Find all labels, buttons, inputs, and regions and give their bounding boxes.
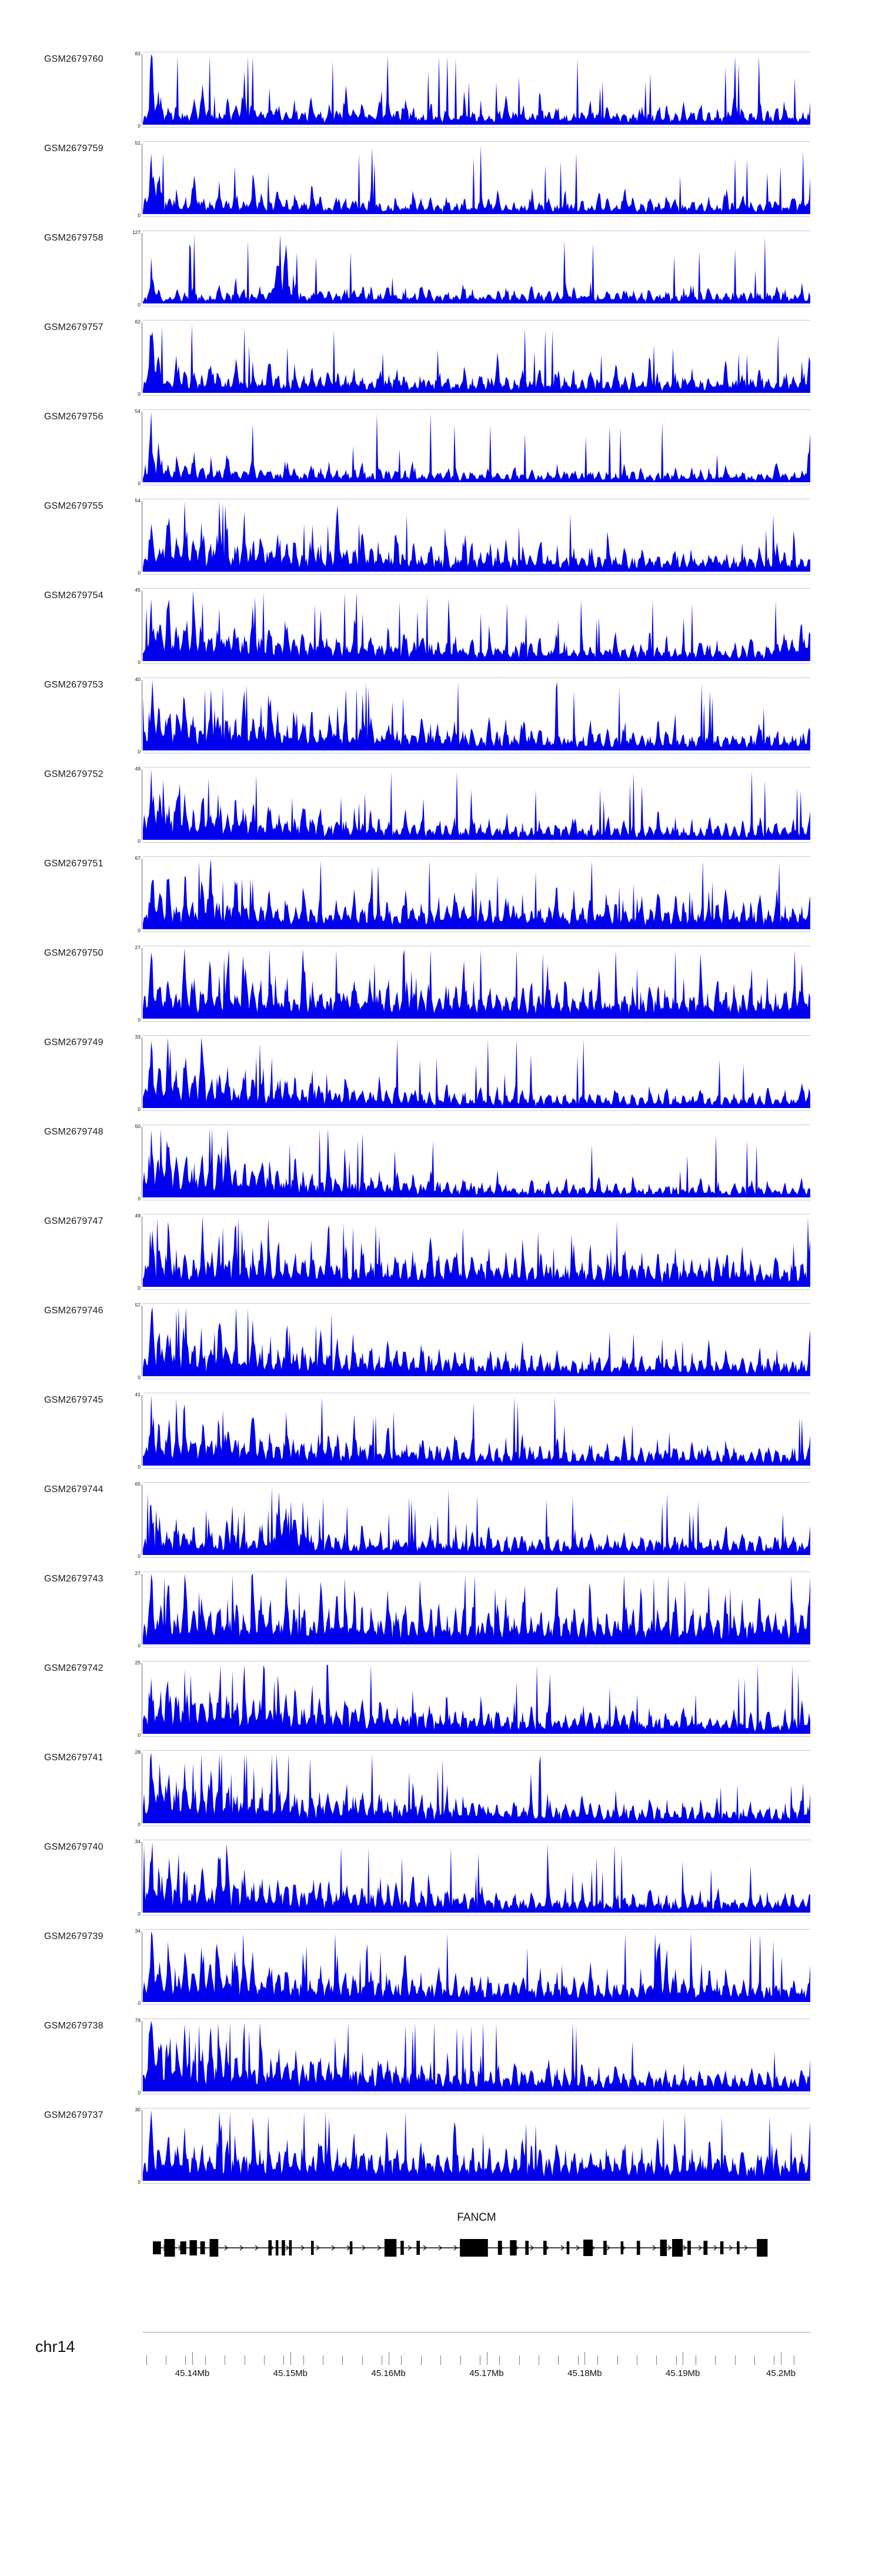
- coverage-area-plot: [143, 1216, 810, 1287]
- track-plot[interactable]: [135, 2107, 810, 2185]
- track-y-min-label: 0: [138, 1911, 141, 1917]
- track-y-min-label: 0: [138, 2090, 141, 2095]
- coverage-area-plot: [143, 54, 810, 125]
- track-divider: [143, 1915, 810, 1916]
- ruler-tick: [676, 2355, 677, 2365]
- track-y-max-label: 45: [135, 587, 141, 593]
- track-divider: [143, 1750, 810, 1751]
- gene-exon: [525, 2241, 529, 2255]
- chromosome-label: chr14: [35, 2338, 75, 2355]
- track-plot[interactable]: [132, 229, 810, 308]
- coverage-area-plot: [143, 1574, 810, 1644]
- track-sample-label: GSM2679754: [44, 590, 103, 600]
- track-y-max-label: 33: [135, 1034, 141, 1040]
- ruler-tick: [735, 2355, 736, 2365]
- coverage-area-plot: [143, 322, 810, 393]
- coverage-track[interactable]: [0, 756, 882, 846]
- gene-exon: [201, 2241, 205, 2254]
- track-y-max-label: 57: [135, 1302, 141, 1308]
- coverage-area-plot: [143, 948, 810, 1019]
- gene-exon: [350, 2241, 353, 2254]
- coverage-area-plot: [143, 1484, 810, 1555]
- track-sample-label: GSM2679759: [44, 144, 103, 154]
- ruler-tick-label: 45.16Mb: [371, 2368, 406, 2378]
- track-y-max-label: 27: [135, 945, 141, 950]
- track-y-max-label: 28: [135, 1749, 141, 1755]
- track-divider: [143, 1289, 810, 1290]
- ruler-tick: [283, 2355, 284, 2365]
- track-y-min-label: 0: [138, 1106, 141, 1112]
- track-y-max-label: 79: [135, 2017, 141, 2023]
- track-plot[interactable]: [135, 587, 810, 665]
- coverage-area-plot: [143, 769, 810, 840]
- coverage-track[interactable]: [0, 1114, 882, 1203]
- gene-exon: [687, 2241, 691, 2255]
- track-plot[interactable]: [135, 1213, 810, 1291]
- track-y-max-label: 41: [135, 1392, 141, 1397]
- ruler-tick: [499, 2355, 500, 2365]
- coverage-area-plot: [143, 1127, 810, 1197]
- gene-exon: [720, 2241, 724, 2254]
- track-y-min-label: 0: [138, 570, 141, 576]
- track-sample-label: GSM2679748: [44, 1127, 103, 1137]
- track-divider: [143, 2183, 810, 2184]
- track-divider: [143, 767, 810, 768]
- track-divider: [143, 1482, 810, 1483]
- coverage-track[interactable]: [0, 578, 882, 667]
- gene-exon: [189, 2240, 196, 2255]
- track-divider: [143, 1736, 810, 1737]
- track-y-min-label: 0: [138, 927, 141, 933]
- coverage-track[interactable]: [0, 1025, 882, 1114]
- ruler-tick: [440, 2355, 441, 2365]
- gene-exon: [153, 2241, 161, 2254]
- track-sample-label: GSM2679746: [44, 1306, 103, 1316]
- track-sample-label: GSM2679752: [44, 769, 103, 779]
- track-sample-label: GSM2679741: [44, 1753, 103, 1763]
- coverage-track[interactable]: [0, 1918, 882, 2008]
- track-sample-label: GSM2679751: [44, 859, 103, 869]
- gene-exon: [498, 2241, 502, 2255]
- ruler-major-tick: [290, 2352, 291, 2365]
- track-y-max-label: 30: [135, 2107, 141, 2113]
- coverage-track[interactable]: [0, 488, 882, 578]
- track-y-min-label: 0: [138, 1374, 141, 1380]
- track-divider: [143, 395, 810, 396]
- gene-exon: [385, 2239, 396, 2257]
- coverage-area-plot: [143, 1663, 810, 1734]
- track-plot[interactable]: [135, 945, 810, 1023]
- gene-exon: [543, 2241, 547, 2255]
- coverage-track[interactable]: [0, 667, 882, 756]
- ruler-tick: [421, 2355, 422, 2365]
- track-y-min-label: 0: [138, 481, 141, 486]
- track-sample-label: GSM2679747: [44, 1216, 103, 1226]
- track-divider: [143, 2004, 810, 2005]
- track-y-min-label: 0: [138, 1732, 141, 1738]
- track-plot[interactable]: [135, 1660, 810, 1738]
- track-y-min-label: 0: [138, 659, 141, 665]
- gene-exon: [311, 2241, 314, 2255]
- track-sample-label: GSM2679756: [44, 412, 103, 422]
- ruler-tick-label: 45.15Mb: [273, 2368, 308, 2378]
- coverage-area-plot: [143, 1842, 810, 1913]
- ruler-tick-label: 45.17Mb: [469, 2368, 504, 2378]
- coverage-track[interactable]: [0, 2008, 882, 2097]
- track-plot[interactable]: [135, 319, 810, 397]
- coverage-area-plot: [143, 501, 810, 572]
- gene-exon: [276, 2240, 279, 2255]
- track-divider: [143, 574, 810, 575]
- track-y-max-label: 49: [135, 766, 141, 772]
- track-plot[interactable]: [135, 1928, 810, 2006]
- coverage-track[interactable]: [0, 846, 882, 935]
- track-divider: [143, 1557, 810, 1558]
- coverage-track[interactable]: [0, 399, 882, 488]
- track-plot[interactable]: [135, 1302, 810, 1380]
- track-y-min-label: 0: [138, 2000, 141, 2006]
- coverage-track[interactable]: [0, 1471, 882, 1561]
- track-y-min-label: 0: [138, 2179, 141, 2185]
- track-sample-label: GSM2679750: [44, 948, 103, 958]
- coverage-track[interactable]: [0, 1561, 882, 1650]
- track-sample-label: GSM2679742: [44, 1663, 103, 1673]
- coverage-area-plot: [143, 859, 810, 929]
- track-sample-label: GSM2679757: [44, 322, 103, 332]
- track-y-min-label: 0: [138, 1821, 141, 1827]
- gene-exon: [460, 2239, 488, 2257]
- coverage-track[interactable]: [0, 1203, 882, 1293]
- track-sample-label: GSM2679758: [44, 233, 103, 243]
- track-divider: [143, 856, 810, 857]
- gene-exon: [289, 2240, 292, 2255]
- track-divider: [143, 588, 810, 589]
- track-divider: [143, 663, 810, 664]
- track-y-max-label: 65: [135, 1481, 141, 1487]
- gene-model-svg[interactable]: [143, 2230, 810, 2265]
- track-plot[interactable]: [135, 1570, 810, 1649]
- track-divider: [143, 2018, 810, 2019]
- track-sample-label: GSM2679737: [44, 2110, 103, 2120]
- ruler-tick: [558, 2355, 559, 2365]
- coverage-area-plot: [143, 1306, 810, 1376]
- track-plot[interactable]: [135, 1392, 810, 1470]
- coverage-area-plot: [143, 2021, 810, 2091]
- track-sample-label: GSM2679760: [44, 54, 103, 64]
- gene-exon: [181, 2241, 186, 2254]
- track-y-max-label: 27: [135, 1570, 141, 1576]
- coverage-track[interactable]: [0, 41, 882, 131]
- ruler-tick: [715, 2355, 716, 2365]
- gene-exon: [510, 2240, 516, 2255]
- ruler-tick: [185, 2355, 186, 2365]
- track-plot[interactable]: [135, 1034, 810, 1112]
- track-sample-label: GSM2679753: [44, 680, 103, 690]
- ruler-axis-line: [143, 2332, 810, 2333]
- track-y-max-label: 54: [135, 498, 141, 503]
- ruler-tick-label: 45.2Mb: [766, 2368, 796, 2378]
- coverage-area-plot: [143, 1037, 810, 1108]
- track-plot[interactable]: [135, 140, 810, 218]
- gene-exon: [583, 2240, 593, 2256]
- gene-exon: [660, 2240, 667, 2256]
- gene-exon: [757, 2239, 767, 2257]
- ruler-tick-label: 45.14Mb: [175, 2368, 210, 2378]
- gene-exon: [282, 2240, 285, 2255]
- gene-exon: [210, 2239, 219, 2257]
- gene-exon: [637, 2241, 640, 2255]
- ruler-major-tick: [584, 2352, 585, 2365]
- coverage-track[interactable]: [0, 131, 882, 220]
- track-y-max-label: 34: [135, 1838, 141, 1844]
- gene-exon: [416, 2241, 420, 2255]
- track-divider: [143, 1110, 810, 1111]
- track-sample-label: GSM2679740: [44, 1842, 103, 1852]
- track-y-max-label: 50: [135, 1123, 141, 1129]
- ruler-tick: [597, 2355, 598, 2365]
- track-y-max-label: 49: [135, 1213, 141, 1219]
- track-y-min-label: 0: [138, 749, 141, 755]
- ruler-tick: [205, 2355, 206, 2365]
- track-y-max-label: 51: [135, 140, 141, 146]
- gene-exon: [164, 2239, 175, 2257]
- track-y-min-label: 0: [138, 1196, 141, 1202]
- track-divider: [143, 320, 810, 321]
- gene-exon: [703, 2241, 707, 2255]
- track-sample-label: GSM2679744: [44, 1484, 103, 1494]
- track-plot[interactable]: [135, 1838, 810, 1917]
- track-sample-label: GSM2679743: [44, 1574, 103, 1584]
- track-divider: [143, 842, 810, 843]
- track-y-max-label: 40: [135, 676, 141, 682]
- coverage-track[interactable]: [0, 935, 882, 1025]
- track-plot[interactable]: [135, 51, 810, 129]
- track-y-min-label: 0: [138, 838, 141, 844]
- gene-model-panel: [143, 2211, 810, 2282]
- track-divider: [143, 1929, 810, 1930]
- track-y-max-label: 54: [135, 408, 141, 414]
- ruler-tick: [342, 2355, 343, 2365]
- gene-exon: [621, 2241, 624, 2254]
- gene-exon: [400, 2241, 404, 2255]
- track-divider: [143, 1021, 810, 1022]
- gene-exon: [603, 2241, 607, 2255]
- coverage-track[interactable]: [0, 1740, 882, 1829]
- track-y-min-label: 0: [138, 1464, 141, 1470]
- coverage-area-plot: [143, 680, 810, 750]
- coverage-track[interactable]: [0, 1650, 882, 1740]
- track-sample-label: GSM2679739: [44, 1931, 103, 1941]
- track-plot[interactable]: [135, 2017, 810, 2095]
- coverage-area-plot: [143, 1931, 810, 2002]
- ruler-tick: [754, 2355, 755, 2365]
- track-y-min-label: 0: [138, 1017, 141, 1023]
- ruler-tick: [578, 2355, 579, 2365]
- gene-exon: [567, 2241, 570, 2254]
- coverage-track[interactable]: [0, 1829, 882, 1918]
- track-divider: [143, 127, 810, 128]
- track-plot[interactable]: [135, 766, 810, 844]
- ruler-tick-label: 45.19Mb: [666, 2368, 700, 2378]
- coverage-area-plot: [143, 1753, 810, 1823]
- coverage-area-plot: [143, 412, 810, 482]
- track-divider: [143, 1303, 810, 1304]
- track-y-min-label: 0: [138, 391, 141, 397]
- gene-exon: [737, 2241, 740, 2254]
- track-plot[interactable]: [135, 408, 810, 486]
- ruler-tick: [617, 2355, 618, 2365]
- track-sample-label: GSM2679745: [44, 1395, 103, 1405]
- coverage-tracks: [0, 41, 882, 2187]
- ruler-tick: [362, 2355, 363, 2365]
- ruler-tick: [519, 2355, 520, 2365]
- track-y-max-label: 34: [135, 1928, 141, 1934]
- track-plot[interactable]: [135, 498, 810, 576]
- coverage-track[interactable]: [0, 220, 882, 309]
- gene-exon: [268, 2240, 272, 2255]
- ruler-major-tick: [192, 2352, 193, 2365]
- coverage-track[interactable]: [0, 309, 882, 399]
- coverage-track[interactable]: [0, 2097, 882, 2187]
- coverage-area-plot: [143, 233, 810, 303]
- track-sample-label: GSM2679755: [44, 501, 103, 511]
- track-plot[interactable]: [135, 1123, 810, 1202]
- track-divider: [143, 1035, 810, 1036]
- track-y-max-label: 83: [135, 51, 141, 56]
- track-plot[interactable]: [135, 855, 810, 933]
- coordinate-ruler[interactable]: [143, 2326, 810, 2403]
- track-divider: [143, 141, 810, 142]
- track-y-min-label: 0: [138, 1643, 141, 1649]
- track-y-max-label: 127: [132, 229, 141, 235]
- ruler-tick: [146, 2355, 147, 2365]
- track-sample-label: GSM2679738: [44, 2021, 103, 2031]
- coverage-track[interactable]: [0, 1382, 882, 1471]
- gene-label: FANCM: [457, 2211, 496, 2224]
- coverage-area-plot: [143, 1395, 810, 1466]
- ruler-tick: [264, 2355, 265, 2365]
- track-y-min-label: 0: [138, 1553, 141, 1559]
- track-plot[interactable]: [135, 1481, 810, 1559]
- coverage-area-plot: [143, 144, 810, 214]
- track-sample-label: GSM2679749: [44, 1037, 103, 1047]
- track-divider: [143, 409, 810, 410]
- gene-exon: [672, 2239, 683, 2257]
- track-y-max-label: 62: [135, 319, 141, 325]
- track-y-min-label: 0: [138, 1285, 141, 1291]
- ruler-tick-label: 45.18Mb: [567, 2368, 602, 2378]
- ruler-tick: [401, 2355, 402, 2365]
- ruler-tick: [460, 2355, 461, 2365]
- track-divider: [143, 216, 810, 217]
- track-divider: [143, 1468, 810, 1469]
- coverage-track[interactable]: [0, 1293, 882, 1382]
- track-y-min-label: 0: [138, 302, 141, 308]
- track-y-max-label: 67: [135, 855, 141, 861]
- track-y-min-label: 0: [138, 212, 141, 218]
- coverage-area-plot: [143, 590, 810, 661]
- track-y-max-label: 25: [135, 1660, 141, 1666]
- coverage-area-plot: [143, 2110, 810, 2181]
- ruler-tick: [656, 2355, 657, 2365]
- track-plot[interactable]: [135, 676, 810, 755]
- track-divider: [143, 1571, 810, 1572]
- track-y-min-label: 0: [138, 123, 141, 129]
- ruler-tick: [303, 2355, 304, 2365]
- track-plot[interactable]: [135, 1749, 810, 1827]
